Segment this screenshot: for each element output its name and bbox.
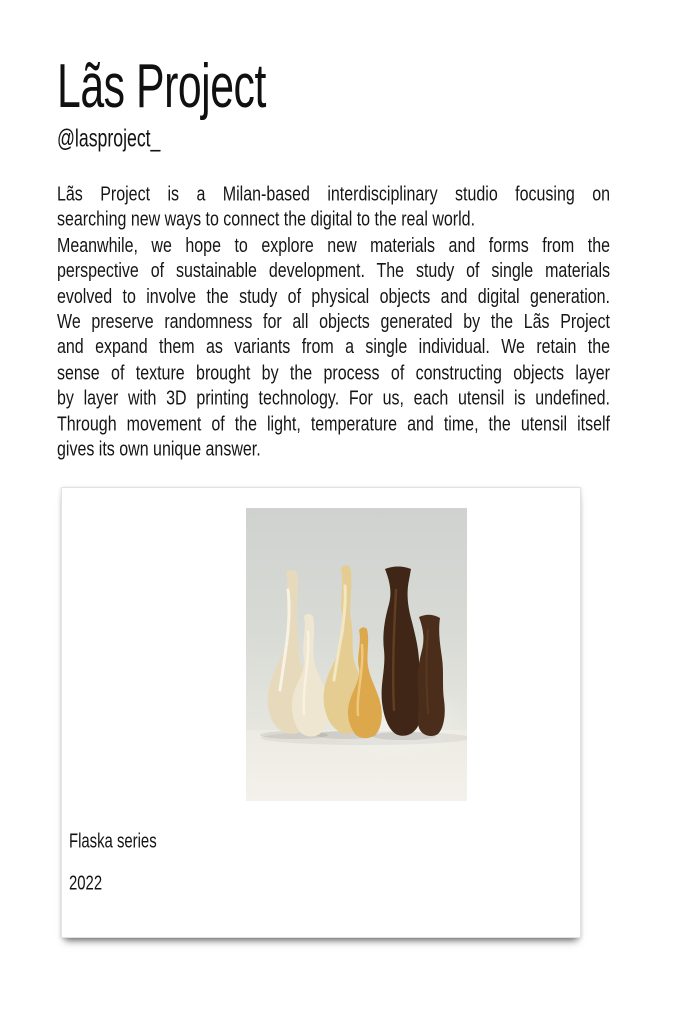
description-line: searching new ways to connect the digital to the real world. (57, 209, 476, 231)
description-line: and expand them as variants from a single individual. We retain the (57, 337, 610, 359)
description-line: We preserve randomness for all objects generated by the Lãs Project (57, 311, 610, 333)
description-line: by layer with 3D printing technology. For us, each utensil is undefined. (57, 388, 610, 410)
artwork-card (61, 487, 581, 938)
artwork-year: 2022 (69, 873, 103, 895)
artwork-photo[interactable] (246, 508, 467, 801)
description-line: sense of texture brought by the process of constructing objects layer (57, 362, 610, 384)
profile-handle[interactable]: @lasproject_ (57, 125, 161, 153)
page-title: Lãs Project (57, 49, 266, 121)
description-line: Through movement of the light, temperature and time, the utensil itself (57, 413, 610, 435)
description-line: Meanwhile, we hope to explore new materials and forms from the (57, 235, 610, 257)
artwork-series-label: Flaska series (69, 831, 157, 853)
description-line: perspective of sustainable development. The study of single materials (57, 260, 610, 282)
description-line: evolved to involve the study of physical objects and digital generation. (57, 286, 610, 308)
description-line: Lãs Project is a Milan-based interdisciplinary studio focusing on (57, 184, 610, 206)
studio-description (57, 183, 610, 463)
description-line: gives its own unique answer. (57, 439, 261, 461)
